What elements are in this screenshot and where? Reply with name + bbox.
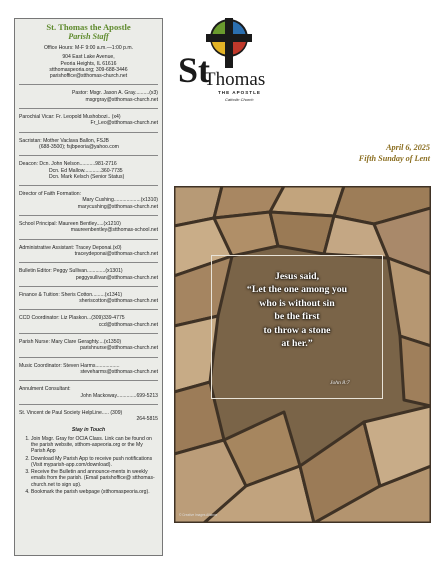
- staff-email[interactable]: maureenbentley@stthomas-school.net: [70, 227, 158, 234]
- logo-church: Catholic Church: [225, 97, 254, 102]
- list-item: 1. Join Msgr. Gray for OCIA Class. Link can be found on the parish website, stthom-aspeoria.org or the My Parish App: [31, 436, 158, 455]
- staff-line: St. Vincent de Paul Society HelpLine..... (309): [19, 409, 123, 416]
- office-hours: Office Hours: M-F 9:00 a.m.—1:00 p.m.: [43, 45, 134, 51]
- parish-address: [19, 51, 158, 82]
- staff-email[interactable]: peggysullivan@stthomas-church.net: [75, 274, 158, 281]
- liturgical-day: Fifth Sunday of Lent: [358, 154, 430, 163]
- divider: [19, 84, 158, 85]
- staff-line: Finance & Tuition: Sheris Cotton.........(x1341): [19, 291, 123, 298]
- date-line: April 6, 2025: [386, 143, 430, 152]
- staff-email[interactable]: marycushing@stthomas-church.net: [77, 203, 158, 210]
- quote-line: be the first: [274, 311, 320, 323]
- address-line: 904 East Lake Avenue,: [62, 54, 115, 61]
- principal-entry: [19, 218, 158, 237]
- scripture-quote: [212, 270, 382, 350]
- list-item: 3. Receive the Bulletin and announce-ments in weekly emails from the parish. (Email parishoffice@ stthomas-church.net to sign up).: [31, 469, 158, 488]
- quote-line: Jesus said,: [274, 271, 320, 282]
- staff-line: CCD Coordinator: Liz Plaskon...(309)339-4775: [19, 315, 125, 322]
- annulment-entry: [19, 383, 158, 402]
- address-line: Peoria Heights, IL 61616: [60, 60, 117, 67]
- staff-line: Annulment Consultant:: [19, 386, 71, 393]
- parish-email[interactable]: parishoffice@stthomas-church.net: [49, 73, 128, 80]
- staff-line: Administrative Assistant: Tracey Deponai.(x0): [19, 244, 122, 251]
- quote-line: to throw a stone: [263, 324, 331, 336]
- list-item: 4. Bookmark the parish webpage (stthomaspeoria.org).: [31, 489, 158, 495]
- divider: [19, 215, 158, 216]
- staff-line: Director of Faith Formation:: [19, 191, 81, 198]
- music-entry: [19, 360, 158, 379]
- stay-in-touch-list: [19, 436, 158, 496]
- divider: [19, 239, 158, 240]
- staff-line: Bulletin Editor: Peggy Sullivan.............(x1301): [19, 268, 123, 275]
- staff-line: School Principal: Maureen Bentley.....(x1210): [19, 221, 121, 228]
- staff-email[interactable]: traceydeponai@stthomas-church.net: [74, 250, 158, 257]
- divider: [19, 132, 158, 133]
- stay-in-touch-heading: Stay in Touch: [71, 427, 106, 434]
- staff-email[interactable]: msgrgray@stthomas-church.net: [85, 96, 158, 103]
- list-item: 2. Download My Parish App to receive push notifications (Visit myparish-app.com/download).: [31, 456, 158, 469]
- staff-email[interactable]: ccd@stthomas-church.net: [98, 321, 158, 328]
- staff-line: Parochial Vicar: Fr. Leopold Mushobozi.. (x4): [19, 114, 121, 121]
- faith-formation-entry: [19, 188, 158, 213]
- quote-line: who is without sin: [259, 297, 335, 309]
- divider: [19, 309, 158, 310]
- staff-line: Sacristan: Mother Vaclava Ballon, FSJB: [19, 137, 109, 144]
- image-credit: © Creative Images Alliance: [179, 513, 218, 517]
- ccd-entry: [19, 312, 158, 331]
- logo-st: St: [178, 50, 211, 90]
- divider: [19, 108, 158, 109]
- parish-name: St. Thomas the Apostle: [46, 22, 131, 32]
- staff-email[interactable]: Fr_Leo@stthomas-church.net: [90, 120, 158, 127]
- nurse-entry: [19, 336, 158, 355]
- quote-line: “Let the one among you: [246, 284, 348, 296]
- divider: [19, 262, 158, 263]
- divider: [19, 185, 158, 186]
- svdp-entry: [19, 407, 158, 426]
- divider: [19, 404, 158, 405]
- staff-line: Dcn. Mark Kelsch (Senior Status): [49, 173, 125, 180]
- staff-line: John Mackoway..............699-5213: [80, 392, 158, 399]
- parish-logo: [176, 16, 276, 104]
- staff-email[interactable]: steveharms@stthomas-church.net: [80, 368, 158, 375]
- sacristan-entry: [19, 135, 158, 154]
- staff-line: (688-3500); fsjbpeoria@yahoo.com: [39, 143, 119, 150]
- finance-entry: [19, 289, 158, 308]
- staff-line: Music Coordinator: Steven Harms.................: [19, 362, 120, 369]
- staff-email[interactable]: parishnurse@stthomas-church.net: [80, 345, 158, 352]
- staff-line: Mary Cushing...................(x1310): [82, 197, 158, 204]
- divider: [19, 333, 158, 334]
- divider: [19, 380, 158, 381]
- quote-line: at her.”: [281, 338, 313, 350]
- bulletin-entry: [19, 265, 158, 284]
- scripture-reference: John 8:7: [330, 380, 350, 386]
- deacon-entry: [19, 158, 158, 183]
- staff-line: Deacon: Dcn. John Nelson...........981-2716: [19, 161, 117, 168]
- staff-heading: Parish Staff: [68, 32, 109, 41]
- staff-line: Parish Nurse: Mary Clare Geraghty....(x1350): [19, 339, 122, 346]
- logo-apostle: THE APOSTLE: [218, 90, 261, 95]
- staff-line: Pastor: Msgr. Jason A. Gray..........(x3): [72, 90, 158, 97]
- parish-staff-panel: [14, 18, 163, 556]
- vicar-entry: [19, 111, 158, 130]
- divider: [19, 155, 158, 156]
- bulletin-date: [300, 142, 430, 164]
- admin-entry: [19, 242, 158, 261]
- address-line: stthomaspeoria.org; 309-688-3446: [49, 66, 128, 73]
- staff-email[interactable]: sheriscotton@stthomas-church.net: [79, 298, 158, 305]
- staff-line: 264-5815: [136, 416, 158, 423]
- pastor-entry: [19, 87, 158, 106]
- logo-thomas: Thomas: [204, 69, 266, 90]
- staff-line: Dcn. Ed Mallow............360-7735: [49, 167, 123, 174]
- divider: [19, 357, 158, 358]
- divider: [19, 286, 158, 287]
